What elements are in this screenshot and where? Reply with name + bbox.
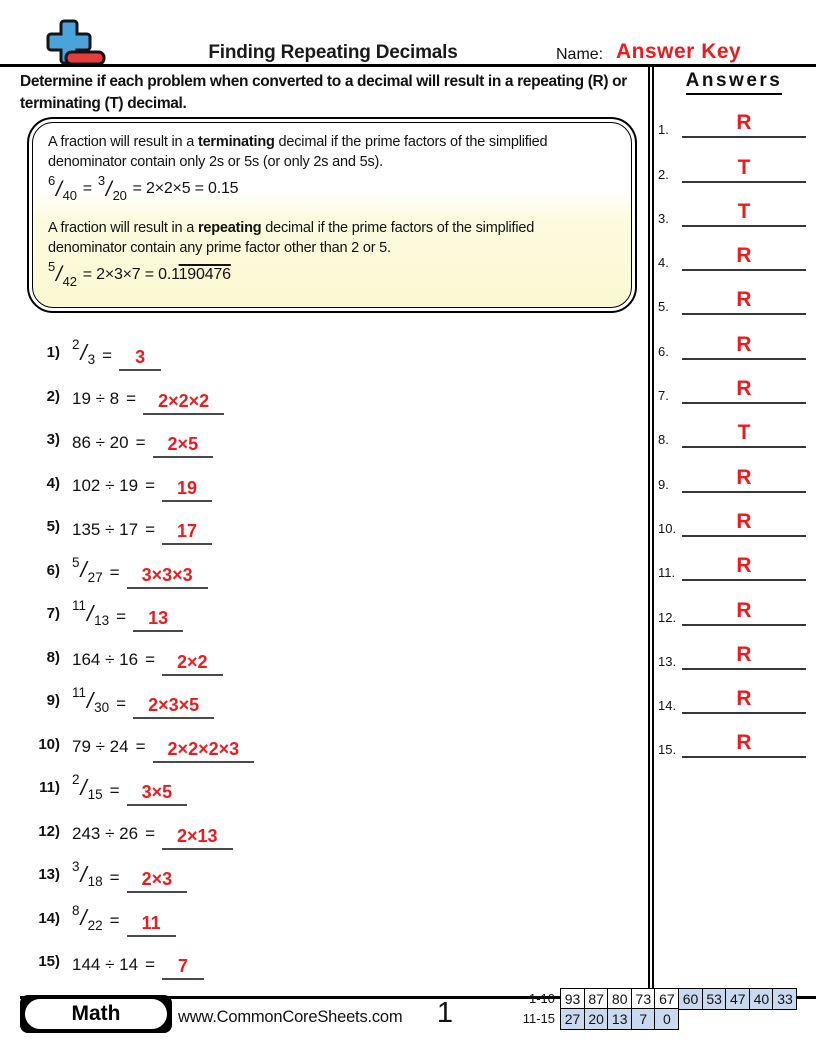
- answers-heading: Answers: [656, 70, 812, 95]
- page-number: 1: [436, 997, 454, 1029]
- fraction-slash: /: [87, 600, 94, 626]
- answer-blank-line: [162, 957, 204, 980]
- answer-row: [656, 410, 812, 454]
- answer-letter: R: [736, 598, 752, 622]
- answer-value: 2×3×5: [148, 695, 200, 716]
- answer-row: [656, 720, 812, 764]
- fraction-denominator: 3: [87, 352, 96, 368]
- answer-key-text: Answer Key: [616, 40, 742, 63]
- answer-row: [656, 587, 812, 631]
- answer-number: 15.: [658, 742, 677, 758]
- problem-fraction: [72, 902, 103, 933]
- problem-fraction: [72, 859, 103, 890]
- equals-sign: =: [145, 476, 155, 496]
- example-result: = 2×3×7 = 0.1190476: [82, 265, 231, 283]
- answer-number: 12.: [658, 609, 677, 625]
- fraction-slash: /: [80, 557, 87, 583]
- division-expression: 164 ÷ 16: [72, 650, 139, 670]
- answer-value: 19: [177, 477, 198, 498]
- fraction-numerator: 11: [72, 685, 87, 701]
- problem-row: [22, 375, 648, 419]
- problem-row: [22, 853, 648, 897]
- problem-fraction: [72, 685, 110, 716]
- answer-blank-line: [127, 914, 176, 937]
- equals-sign: =: [145, 650, 155, 670]
- problem-fraction: [72, 598, 110, 629]
- score-cell: 27: [560, 1008, 585, 1030]
- answer-letter: R: [736, 332, 752, 356]
- answer-row: [656, 366, 812, 410]
- answer-blank-line: [153, 740, 255, 763]
- answer-letter: R: [736, 687, 752, 711]
- fraction-slash: /: [80, 339, 87, 365]
- problem-row: [22, 549, 648, 593]
- fraction-denominator: 30: [94, 700, 110, 716]
- answer-row: [656, 454, 812, 498]
- website-url: www.CommonCoreSheets.com: [178, 1008, 403, 1026]
- problem-number: 12): [38, 822, 60, 840]
- answer-value: 17: [177, 521, 198, 542]
- answer-letter: T: [737, 155, 751, 179]
- answer-value: 3×5: [141, 782, 173, 803]
- math-badge-label: Math: [25, 999, 167, 1029]
- info-box-inner: [32, 122, 632, 308]
- answer-letter: R: [736, 111, 752, 135]
- answers-panel-divider: [648, 66, 654, 989]
- terminating-keyword: terminating: [197, 134, 275, 150]
- answer-blank-line: [133, 696, 214, 719]
- equals-sign: =: [126, 389, 137, 409]
- spacer: [48, 206, 616, 218]
- equals-sign: =: [116, 693, 127, 713]
- answer-letter: R: [736, 642, 752, 666]
- problem-row: [22, 592, 648, 636]
- answer-number: 6.: [658, 343, 669, 359]
- score-row-1-10: [516, 988, 797, 1010]
- answer-blank-line: [162, 479, 212, 502]
- answer-value: 13: [148, 608, 169, 629]
- equals-sign: =: [145, 954, 155, 974]
- score-cell: 87: [584, 988, 609, 1010]
- answer-letter: R: [736, 465, 752, 489]
- problem-row: [22, 462, 648, 506]
- answer-value: 2×3: [141, 869, 173, 890]
- score-cell: 13: [607, 1008, 632, 1030]
- problems-list: [22, 331, 648, 984]
- fraction-slash: /: [56, 263, 62, 287]
- repeating-digits-overline: 190476: [178, 265, 231, 283]
- repeating-keyword: repeating: [197, 219, 262, 236]
- answer-number: 11.: [658, 565, 676, 581]
- math-badge: [20, 995, 172, 1033]
- answer-value: 2×2×2: [158, 390, 210, 411]
- answer-value: 2×2×2×3: [167, 738, 240, 759]
- fraction-numerator: 3: [72, 859, 80, 875]
- answer-number: 8.: [658, 432, 669, 448]
- fraction-slash: /: [105, 177, 112, 201]
- score-cell: 80: [607, 988, 632, 1010]
- answer-value: 7: [177, 956, 188, 977]
- problem-row: [22, 810, 648, 854]
- commoncoresheets-plus-minus-logo-icon: [46, 19, 108, 66]
- terminating-rule-text: A fraction will result in a terminating decimal if the prime factors of the simplified denominator contain only 2s or 5s (or only 2s and 5s).: [48, 134, 548, 171]
- answer-value: 2×5: [167, 434, 199, 455]
- fraction-slash: /: [80, 774, 87, 800]
- problem-number: 1): [46, 344, 60, 362]
- answer-number: 7.: [658, 388, 669, 404]
- answer-number: 10.: [658, 520, 677, 536]
- answer-number: 1.: [658, 122, 669, 138]
- answer-blank-line: [682, 600, 806, 626]
- problem-number: 7): [46, 605, 60, 623]
- division-expression: 79 ÷ 24: [72, 737, 129, 757]
- division-expression: 102 ÷ 19: [72, 476, 139, 496]
- score-cell: 20: [584, 1008, 609, 1030]
- answer-letter: T: [737, 421, 751, 445]
- problem-number: 5): [46, 518, 60, 536]
- answer-row: [656, 144, 812, 188]
- problem-row: [22, 418, 648, 462]
- problem-number: 3): [46, 431, 60, 449]
- answer-number: 2.: [658, 166, 669, 182]
- answer-letter: T: [737, 199, 751, 223]
- answer-blank-line: [682, 112, 806, 138]
- problem-number: 11): [39, 779, 60, 797]
- equals-sign: =: [145, 519, 155, 539]
- problem-row: [22, 679, 648, 723]
- equals-sign: =: [135, 432, 146, 452]
- answer-row: [656, 499, 812, 543]
- fraction-slash: /: [80, 905, 87, 931]
- problem-number: 15): [38, 953, 60, 971]
- answer-blank-line: [682, 555, 806, 581]
- answer-number: 4.: [658, 255, 669, 271]
- problem-row: [22, 940, 648, 984]
- example-fraction: 5 / 42: [48, 259, 77, 290]
- fraction-denominator: 27: [87, 569, 103, 585]
- repeating-rule-text: A fraction will result in a repeating decimal if the prime factors of the simplified denominator contain any prime factor other than 2 or 5.: [48, 219, 535, 256]
- answer-blank-line: [682, 467, 806, 493]
- answer-blank-line: [119, 348, 161, 371]
- division-expression: 243 ÷ 26: [72, 824, 139, 844]
- answer-number: 13.: [658, 653, 677, 669]
- answer-row: [656, 321, 812, 365]
- answer-blank-line: [682, 201, 806, 227]
- problem-number: 10): [38, 735, 60, 753]
- fraction-numerator: 2: [72, 772, 80, 788]
- equals-sign: =: [145, 824, 155, 844]
- answer-row: [656, 233, 812, 277]
- equals-sign: =: [135, 737, 146, 757]
- score-cell: 73: [631, 988, 656, 1010]
- score-cell: 93: [560, 988, 585, 1010]
- problem-row: [22, 331, 648, 375]
- answer-row: [656, 277, 812, 321]
- problem-row: [22, 766, 648, 810]
- answers-panel: [656, 70, 812, 758]
- answer-blank-line: [133, 609, 183, 632]
- answer-letter: R: [736, 554, 752, 578]
- example-result: = 2×2×5 = 0.15: [132, 180, 239, 198]
- answer-blank-line: [162, 522, 212, 545]
- score-cell: 7: [631, 1008, 656, 1030]
- fraction-denominator: 15: [87, 787, 103, 803]
- fraction-slash: /: [80, 861, 87, 887]
- answers-list: [656, 100, 812, 764]
- answer-letter: R: [736, 288, 752, 312]
- answer-blank-line: [682, 289, 806, 315]
- repeating-example: [48, 259, 616, 291]
- answer-blank-line: [162, 827, 233, 850]
- page-title: Finding Repeating Decimals: [208, 42, 458, 63]
- instructions-text: Determine if each problem when converted to a decimal will result in a repeating (R) or terminating (T) decimal.: [20, 73, 627, 112]
- score-cell: 0: [654, 1008, 679, 1030]
- answer-blank-line: [127, 783, 188, 806]
- answer-number: 14.: [658, 698, 677, 714]
- answer-blank-line: [682, 334, 806, 360]
- equals-sign: =: [109, 780, 120, 800]
- fraction-numerator: 5: [72, 554, 80, 570]
- fraction-denominator: 13: [94, 613, 110, 629]
- score-cell: 47: [725, 988, 750, 1010]
- problem-fraction: [72, 554, 103, 585]
- score-table: [516, 988, 797, 1030]
- score-row-11-15: [516, 1008, 797, 1030]
- division-expression: 144 ÷ 14: [72, 954, 139, 974]
- problem-number: 2): [46, 387, 60, 405]
- problem-number: 14): [38, 909, 60, 927]
- answer-value: 2×2: [177, 651, 208, 672]
- answer-row: [656, 100, 812, 144]
- fraction-numerator: 11: [72, 598, 87, 614]
- answer-blank-line: [682, 644, 806, 670]
- minus-icon: [66, 52, 104, 64]
- answer-row: [656, 189, 812, 233]
- answer-value: 2×13: [177, 825, 218, 846]
- problem-row: [22, 897, 648, 941]
- score-cell: 60: [678, 988, 703, 1010]
- answer-number: 9.: [658, 476, 669, 492]
- fraction-numerator: 8: [72, 902, 80, 918]
- score-row-label: 11-15: [522, 1011, 555, 1027]
- answer-blank-line: [127, 870, 188, 893]
- answer-value: 11: [141, 912, 161, 933]
- answer-row: [656, 543, 812, 587]
- answer-blank-line: [682, 422, 806, 448]
- fraction-numerator: 2: [72, 337, 80, 353]
- division-expression: 19 ÷ 8: [72, 389, 120, 409]
- equals-sign: =: [116, 606, 127, 626]
- fraction-slash: /: [56, 177, 62, 201]
- problem-row: [22, 723, 648, 767]
- problem-number: 6): [46, 561, 60, 579]
- answer-letter: R: [736, 244, 752, 268]
- info-box: [27, 117, 637, 313]
- name-label: Name:: [556, 46, 604, 63]
- equals-sign: =: [109, 563, 120, 583]
- division-expression: 86 ÷ 20: [72, 432, 129, 452]
- answer-letter: R: [736, 377, 752, 401]
- answer-blank-line: [682, 511, 806, 537]
- answer-number: 3.: [658, 210, 669, 226]
- fraction-denominator: 22: [87, 917, 103, 933]
- terminating-example: [48, 174, 616, 206]
- score-cell: 67: [654, 988, 679, 1010]
- problem-number: 4): [46, 474, 60, 492]
- answer-number: 5.: [658, 299, 669, 315]
- header-divider: [0, 64, 816, 67]
- answer-blank-line: [682, 378, 806, 404]
- score-row-label: 1-10: [528, 991, 555, 1007]
- answer-blank-line: [682, 732, 806, 758]
- problem-fraction: [72, 337, 96, 368]
- answer-blank-line: [127, 566, 208, 589]
- problem-number: 8): [46, 648, 60, 666]
- answer-row: [656, 632, 812, 676]
- answer-blank-line: [682, 245, 806, 271]
- answer-value: 3: [135, 347, 146, 368]
- example-fraction: 3 / 20: [97, 173, 127, 204]
- fraction-slash: /: [87, 687, 94, 713]
- problem-row: [22, 636, 648, 680]
- answer-blank-line: [162, 653, 223, 676]
- answer-blank-line: [153, 435, 214, 458]
- score-cell: 53: [702, 988, 727, 1010]
- division-expression: 135 ÷ 17: [72, 519, 139, 539]
- problem-fraction: [72, 772, 103, 803]
- equals-sign: =: [102, 345, 113, 365]
- example-fraction: 6 / 40: [48, 173, 77, 204]
- answer-blank-line: [143, 392, 224, 415]
- problem-number: 9): [46, 692, 60, 710]
- problem-row: [22, 505, 648, 549]
- score-cell: 40: [749, 988, 774, 1010]
- fraction-denominator: 18: [87, 874, 103, 890]
- problem-number: 13): [38, 866, 60, 884]
- answer-row: [656, 676, 812, 720]
- answer-letter: R: [736, 731, 752, 755]
- answer-letter: R: [736, 509, 752, 533]
- equals-sign: =: [109, 867, 120, 887]
- answer-value: 3×3×3: [141, 564, 193, 585]
- equals-sign: =: [109, 911, 120, 931]
- equals-sign: =: [82, 180, 92, 198]
- answer-blank-line: [682, 157, 806, 183]
- answer-blank-line: [682, 688, 806, 714]
- score-cell: 33: [772, 988, 797, 1010]
